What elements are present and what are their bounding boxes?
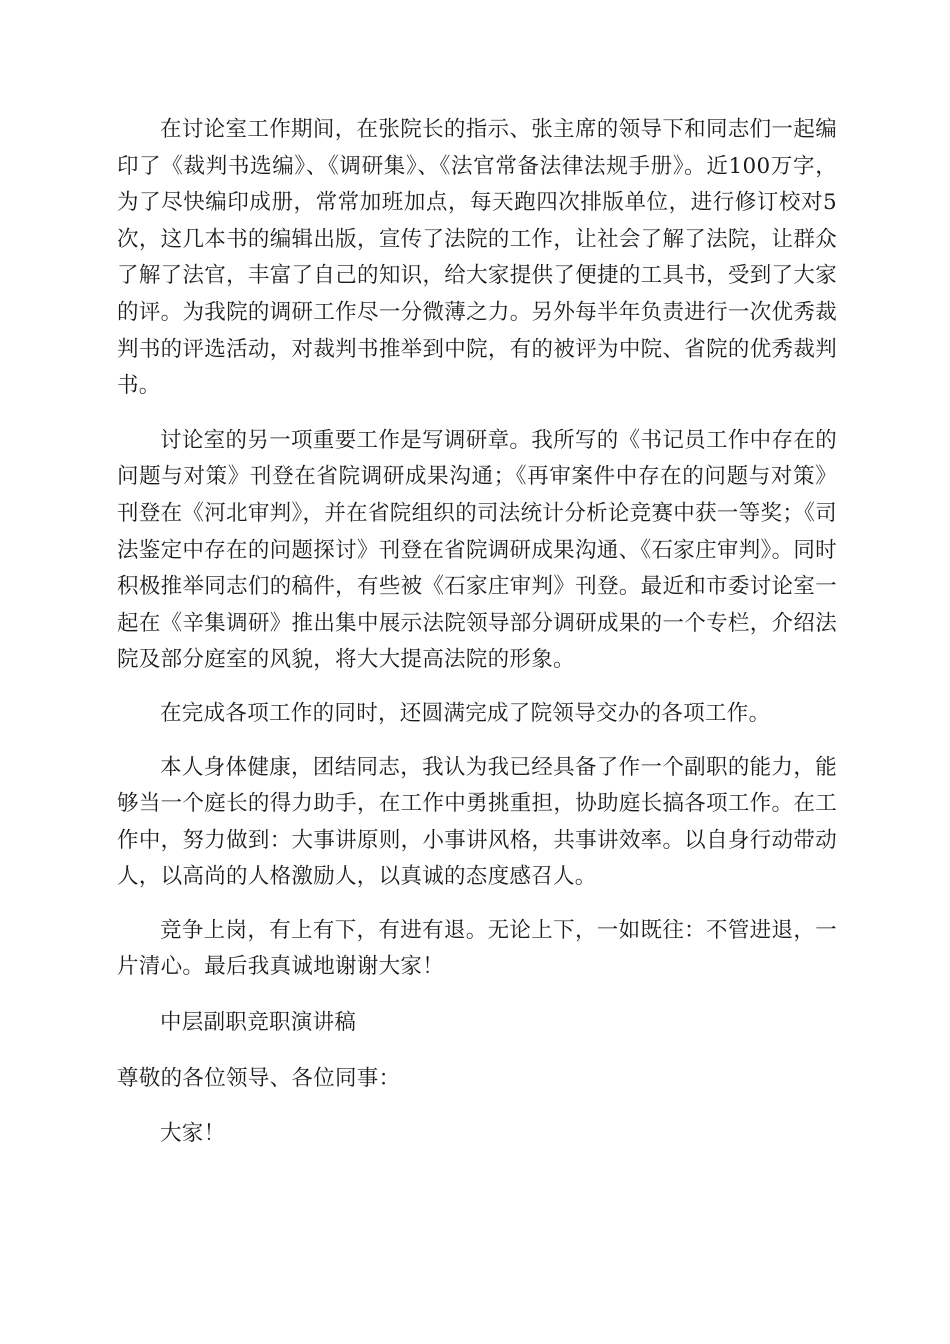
greeting: 大家！ xyxy=(160,1121,226,1147)
paragraph-editing-work: 在讨论室工作期间，在张院长的指示、张主席的领导下和同志们一起编印了《裁判书选编》、《调研集》、《法官常备法律法规手册》。近100万字，为了尽快编印成册，常常加班加点，每天跑四次排版单位，进行修订校对5次，这几本书的编辑出版，宣传了法院的工作，让社会了解了法院，让群众了解了法官，丰富了自己的知识，给大家提供了便捷的工具书，受到了大家的评。为我院的调研工作尽一分微薄之力。另外每半年负责进行一次优秀裁判书的评选活动，对裁判书推举到中院，有的被评为中院、省院的优秀裁判书。 xyxy=(117,117,837,399)
paragraph-other-tasks: 在完成各项工作的同时，还圆满完成了院领导交办的各项工作。 xyxy=(160,700,771,726)
paragraph-research-articles: 讨论室的另一项重要工作是写调研章。我所写的《书记员工作中存在的问题与对策》刊登在省院调研成果沟通；《再审案件中存在的问题与对策》刊登在《河北审判》，并在省院组织的司法统计分析论竞赛中获一等奖；《司法鉴定中存在的问题探讨》刊登在省院调研成果沟通、《石家庄审判》。同时积极推举同志们的稿件，有些被《石家庄审判》刊登。最近和市委讨论室一起在《辛集调研》推出集中展示法院领导部分调研成果的一个专栏，介绍法院及部分庭室的风貌，将大大提高法院的形象。 xyxy=(117,427,837,673)
salutation: 尊敬的各位领导、各位同事： xyxy=(117,1065,401,1091)
document-body xyxy=(117,112,837,1153)
paragraph-self-assessment: 本人身体健康，团结同志，我认为我已经具备了作一个副职的能力，能够当一个庭长的得力助手，在工作中勇挑重担，协助庭长搞各项工作。在工作中，努力做到：大事讲原则，小事讲风格，共事讲效率。以自身行动带动人，以高尚的人格激励人，以真诚的态度感召人。 xyxy=(117,754,837,890)
speech-title: 中层副职竞职演讲稿 xyxy=(160,1010,357,1036)
paragraph-closing: 竞争上岗，有上有下，有进有退。无论上下，一如既往：不管进退，一片清心。最后我真诚地谢谢大家！ xyxy=(117,917,837,980)
